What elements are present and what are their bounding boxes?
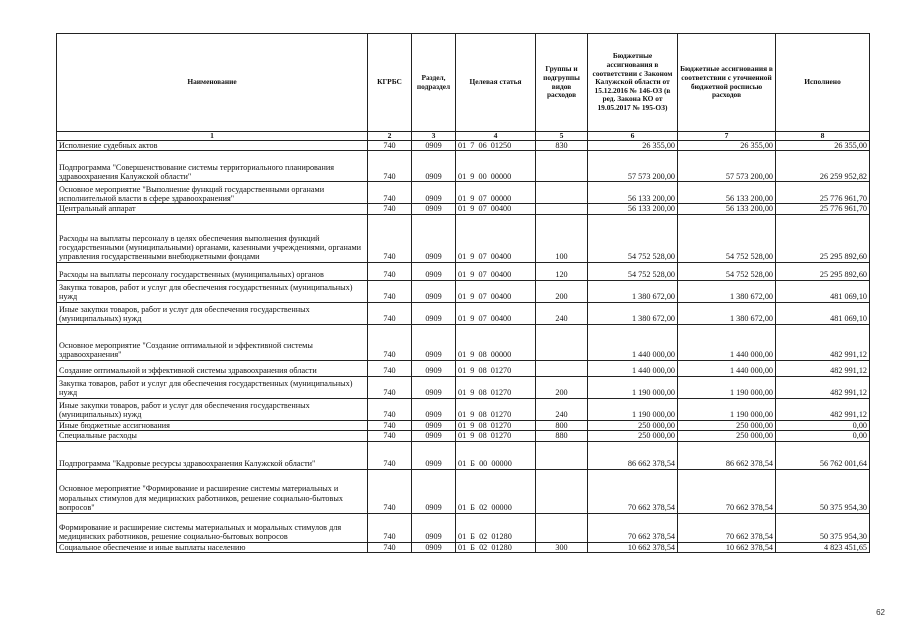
row-section: 0909 bbox=[412, 151, 456, 182]
row-plan-amount: 26 355,00 bbox=[678, 141, 776, 151]
row-law-amount: 1 380 672,00 bbox=[588, 302, 678, 324]
header-name: Наименование bbox=[57, 34, 368, 132]
row-law-amount: 250 000,00 bbox=[588, 420, 678, 430]
row-name: Подпрограмма "Кадровые ресурсы здравоохранения Калужской области" bbox=[57, 441, 368, 469]
row-name: Исполнение судебных актов bbox=[57, 141, 368, 151]
row-kgrbs: 740 bbox=[368, 376, 412, 398]
row-plan-amount: 86 662 378,54 bbox=[678, 441, 776, 469]
header-done: Исполнено bbox=[776, 34, 870, 132]
row-law-amount: 56 133 200,00 bbox=[588, 204, 678, 214]
row-done-amount: 482 991,12 bbox=[776, 376, 870, 398]
row-law-amount: 57 573 200,00 bbox=[588, 151, 678, 182]
row-plan-amount: 1 440 000,00 bbox=[678, 360, 776, 376]
row-name: Основное мероприятие "Формирование и расширение системы материальных и моральных стимулов для медицинских работников, решение социально-бытовых вопросов" bbox=[57, 469, 368, 513]
row-target: 01 9 08 01270 bbox=[456, 360, 536, 376]
row-target: 01 9 07 00000 bbox=[456, 182, 536, 204]
table-row bbox=[57, 441, 870, 469]
table-row bbox=[57, 324, 870, 360]
row-name: Центральный аппарат bbox=[57, 204, 368, 214]
row-law-amount: 70 662 378,54 bbox=[588, 513, 678, 542]
row-group: 830 bbox=[536, 141, 588, 151]
column-number: 5 bbox=[536, 132, 588, 141]
table-row bbox=[57, 151, 870, 182]
column-number: 4 bbox=[456, 132, 536, 141]
table-row bbox=[57, 469, 870, 513]
table-row bbox=[57, 141, 870, 151]
row-target: 01 9 07 00400 bbox=[456, 262, 536, 280]
row-group: 100 bbox=[536, 214, 588, 262]
row-section: 0909 bbox=[412, 262, 456, 280]
row-section: 0909 bbox=[412, 441, 456, 469]
row-target: 01 Б 00 00000 bbox=[456, 441, 536, 469]
row-section: 0909 bbox=[412, 280, 456, 302]
row-plan-amount: 1 380 672,00 bbox=[678, 302, 776, 324]
column-number: 3 bbox=[412, 132, 456, 141]
column-number: 7 bbox=[678, 132, 776, 141]
table-row bbox=[57, 262, 870, 280]
row-target: 01 9 08 00000 bbox=[456, 324, 536, 360]
row-kgrbs: 740 bbox=[368, 280, 412, 302]
row-kgrbs: 740 bbox=[368, 151, 412, 182]
row-target: 01 Б 02 01280 bbox=[456, 542, 536, 552]
table-header bbox=[57, 34, 870, 132]
row-name: Иные закупки товаров, работ и услуг для обеспечения государственных (муниципальных) нужд bbox=[57, 302, 368, 324]
row-done-amount: 25 776 961,70 bbox=[776, 182, 870, 204]
row-plan-amount: 1 190 000,00 bbox=[678, 376, 776, 398]
row-kgrbs: 740 bbox=[368, 398, 412, 420]
row-target: 01 9 08 01270 bbox=[456, 398, 536, 420]
row-plan-amount: 70 662 378,54 bbox=[678, 469, 776, 513]
row-name: Создание оптимальной и эффективной системы здравоохранения области bbox=[57, 360, 368, 376]
header-section: Раздел, подраздел bbox=[412, 34, 456, 132]
row-section: 0909 bbox=[412, 542, 456, 552]
row-kgrbs: 740 bbox=[368, 542, 412, 552]
row-name: Иные закупки товаров, работ и услуг для обеспечения государственных (муниципальных) нужд bbox=[57, 398, 368, 420]
row-section: 0909 bbox=[412, 513, 456, 542]
row-plan-amount: 250 000,00 bbox=[678, 420, 776, 430]
row-name: Социальное обеспечение и иные выплаты населению bbox=[57, 542, 368, 552]
row-plan-amount: 1 190 000,00 bbox=[678, 398, 776, 420]
row-section: 0909 bbox=[412, 420, 456, 430]
row-group bbox=[536, 360, 588, 376]
row-group: 200 bbox=[536, 280, 588, 302]
row-kgrbs: 740 bbox=[368, 513, 412, 542]
table-row bbox=[57, 182, 870, 204]
row-name: Расходы на выплаты персоналу в целях обеспечения выполнения функций государственными (муниципальными) органами, казенными учреждениями, органами управления государственными внебюджетными фондами bbox=[57, 214, 368, 262]
row-target: 01 9 07 00400 bbox=[456, 204, 536, 214]
row-target: 01 9 00 00000 bbox=[456, 151, 536, 182]
row-target: 01 9 07 00400 bbox=[456, 302, 536, 324]
row-kgrbs: 740 bbox=[368, 431, 412, 441]
page-number: 62 bbox=[876, 608, 885, 617]
row-kgrbs: 740 bbox=[368, 214, 412, 262]
column-number: 6 bbox=[588, 132, 678, 141]
table-row bbox=[57, 376, 870, 398]
table-row bbox=[57, 431, 870, 441]
row-plan-amount: 10 662 378,54 bbox=[678, 542, 776, 552]
row-plan-amount: 250 000,00 bbox=[678, 431, 776, 441]
header-plan: Бюджетные ассигнования в соответствии с уточненной бюджетной росписью расходов bbox=[678, 34, 776, 132]
row-kgrbs: 740 bbox=[368, 441, 412, 469]
row-group: 120 bbox=[536, 262, 588, 280]
header-law: Бюджетные ассигнования в соответствии с Законом Калужской области от 15.12.2016 № 146-ОЗ (в ред. Закона КО от 19.05.2017 № 195-ОЗ) bbox=[588, 34, 678, 132]
row-kgrbs: 740 bbox=[368, 182, 412, 204]
row-law-amount: 70 662 378,54 bbox=[588, 469, 678, 513]
row-target: 01 7 06 01250 bbox=[456, 141, 536, 151]
row-kgrbs: 740 bbox=[368, 141, 412, 151]
row-section: 0909 bbox=[412, 302, 456, 324]
row-target: 01 Б 02 00000 bbox=[456, 469, 536, 513]
column-number: 8 bbox=[776, 132, 870, 141]
row-law-amount: 250 000,00 bbox=[588, 431, 678, 441]
row-section: 0909 bbox=[412, 398, 456, 420]
row-plan-amount: 54 752 528,00 bbox=[678, 262, 776, 280]
row-section: 0909 bbox=[412, 324, 456, 360]
row-law-amount: 1 190 000,00 bbox=[588, 376, 678, 398]
table-row bbox=[57, 214, 870, 262]
row-name: Формирование и расширение системы материальных и моральных стимулов для медицинских работников, решение социально-бытовых вопросов bbox=[57, 513, 368, 542]
row-kgrbs: 740 bbox=[368, 420, 412, 430]
row-law-amount: 1 380 672,00 bbox=[588, 280, 678, 302]
table-row bbox=[57, 542, 870, 552]
row-group: 240 bbox=[536, 398, 588, 420]
row-group bbox=[536, 204, 588, 214]
table-body bbox=[57, 132, 870, 553]
header-target: Целевая статья bbox=[456, 34, 536, 132]
row-done-amount: 481 069,10 bbox=[776, 302, 870, 324]
row-kgrbs: 740 bbox=[368, 360, 412, 376]
row-done-amount: 482 991,12 bbox=[776, 398, 870, 420]
row-plan-amount: 54 752 528,00 bbox=[678, 214, 776, 262]
row-plan-amount: 70 662 378,54 bbox=[678, 513, 776, 542]
row-law-amount: 86 662 378,54 bbox=[588, 441, 678, 469]
table-row bbox=[57, 398, 870, 420]
row-law-amount: 1 440 000,00 bbox=[588, 324, 678, 360]
row-target: 01 9 08 01270 bbox=[456, 376, 536, 398]
row-group: 200 bbox=[536, 376, 588, 398]
row-name: Основное мероприятие "Создание оптимальной и эффективной системы здравоохранения" bbox=[57, 324, 368, 360]
column-number: 2 bbox=[368, 132, 412, 141]
row-group: 880 bbox=[536, 431, 588, 441]
row-plan-amount: 56 133 200,00 bbox=[678, 204, 776, 214]
table-row bbox=[57, 513, 870, 542]
row-law-amount: 1 190 000,00 bbox=[588, 398, 678, 420]
row-group bbox=[536, 151, 588, 182]
row-done-amount: 25 295 892,60 bbox=[776, 214, 870, 262]
row-done-amount: 482 991,12 bbox=[776, 360, 870, 376]
row-group bbox=[536, 324, 588, 360]
table-row bbox=[57, 420, 870, 430]
row-section: 0909 bbox=[412, 204, 456, 214]
row-law-amount: 10 662 378,54 bbox=[588, 542, 678, 552]
row-done-amount: 25 776 961,70 bbox=[776, 204, 870, 214]
table-row bbox=[57, 280, 870, 302]
row-name: Подпрограмма "Совершенствование системы территориального планирования здравоохранения Калужской области" bbox=[57, 151, 368, 182]
row-plan-amount: 1 440 000,00 bbox=[678, 324, 776, 360]
row-section: 0909 bbox=[412, 214, 456, 262]
row-law-amount: 1 440 000,00 bbox=[588, 360, 678, 376]
row-section: 0909 bbox=[412, 431, 456, 441]
row-target: 01 9 08 01270 bbox=[456, 420, 536, 430]
row-done-amount: 50 375 954,30 bbox=[776, 513, 870, 542]
budget-table bbox=[56, 33, 870, 553]
row-law-amount: 56 133 200,00 bbox=[588, 182, 678, 204]
row-name: Расходы на выплаты персоналу государственных (муниципальных) органов bbox=[57, 262, 368, 280]
row-law-amount: 54 752 528,00 bbox=[588, 214, 678, 262]
row-done-amount: 0,00 bbox=[776, 431, 870, 441]
row-done-amount: 26 355,00 bbox=[776, 141, 870, 151]
column-number-row bbox=[57, 132, 870, 141]
row-section: 0909 bbox=[412, 360, 456, 376]
row-plan-amount: 56 133 200,00 bbox=[678, 182, 776, 204]
row-done-amount: 482 991,12 bbox=[776, 324, 870, 360]
row-done-amount: 4 823 451,65 bbox=[776, 542, 870, 552]
row-kgrbs: 740 bbox=[368, 324, 412, 360]
row-done-amount: 26 259 952,82 bbox=[776, 151, 870, 182]
row-done-amount: 50 375 954,30 bbox=[776, 469, 870, 513]
column-number: 1 bbox=[57, 132, 368, 141]
row-kgrbs: 740 bbox=[368, 204, 412, 214]
row-law-amount: 26 355,00 bbox=[588, 141, 678, 151]
row-section: 0909 bbox=[412, 376, 456, 398]
row-plan-amount: 1 380 672,00 bbox=[678, 280, 776, 302]
row-group bbox=[536, 182, 588, 204]
row-name: Закупка товаров, работ и услуг для обеспечения государственных (муниципальных) нужд bbox=[57, 376, 368, 398]
row-group: 300 bbox=[536, 542, 588, 552]
row-target: 01 9 07 00400 bbox=[456, 280, 536, 302]
row-section: 0909 bbox=[412, 182, 456, 204]
row-name: Иные бюджетные ассигнования bbox=[57, 420, 368, 430]
table-row bbox=[57, 360, 870, 376]
row-target: 01 9 08 01270 bbox=[456, 431, 536, 441]
row-group bbox=[536, 469, 588, 513]
table-row bbox=[57, 204, 870, 214]
row-group: 800 bbox=[536, 420, 588, 430]
header-group: Группы и подгруппы видов расходов bbox=[536, 34, 588, 132]
row-name: Специальные расходы bbox=[57, 431, 368, 441]
table-row bbox=[57, 302, 870, 324]
row-section: 0909 bbox=[412, 469, 456, 513]
row-kgrbs: 740 bbox=[368, 262, 412, 280]
row-target: 01 9 07 00400 bbox=[456, 214, 536, 262]
row-name: Основное мероприятие "Выполнение функций государственными органами исполнительной власти в сфере здравоохранения" bbox=[57, 182, 368, 204]
row-law-amount: 54 752 528,00 bbox=[588, 262, 678, 280]
row-done-amount: 56 762 001,64 bbox=[776, 441, 870, 469]
row-group bbox=[536, 513, 588, 542]
row-plan-amount: 57 573 200,00 bbox=[678, 151, 776, 182]
header-kgrbs: КГРБС bbox=[368, 34, 412, 132]
row-section: 0909 bbox=[412, 141, 456, 151]
row-done-amount: 481 069,10 bbox=[776, 280, 870, 302]
row-group bbox=[536, 441, 588, 469]
row-name: Закупка товаров, работ и услуг для обеспечения государственных (муниципальных) нужд bbox=[57, 280, 368, 302]
row-done-amount: 25 295 892,60 bbox=[776, 262, 870, 280]
row-target: 01 Б 02 01280 bbox=[456, 513, 536, 542]
row-done-amount: 0,00 bbox=[776, 420, 870, 430]
row-kgrbs: 740 bbox=[368, 469, 412, 513]
row-kgrbs: 740 bbox=[368, 302, 412, 324]
row-group: 240 bbox=[536, 302, 588, 324]
